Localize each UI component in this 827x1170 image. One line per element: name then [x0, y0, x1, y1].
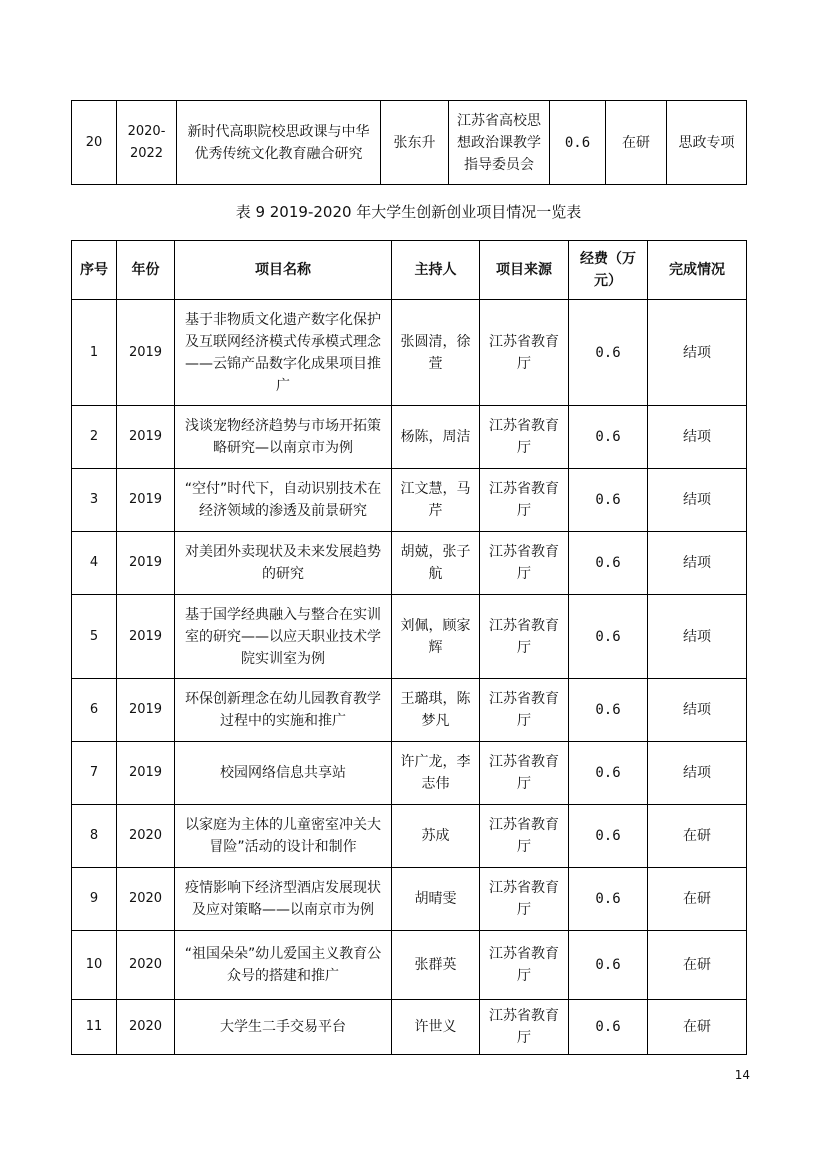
page-number: 14 — [734, 1068, 750, 1082]
table-row — [72, 868, 747, 931]
cell-year: 2020 — [117, 931, 175, 1000]
cell-source: 江苏省教育厅 — [480, 742, 569, 805]
cell-status: 在研 — [648, 868, 747, 931]
cell-funding: 0.6 — [569, 805, 648, 868]
table-row — [72, 931, 747, 1000]
cell-year: 2020 — [117, 805, 175, 868]
cell-name: 环保创新理念在幼儿园教育教学过程中的实施和推广 — [175, 679, 392, 742]
cell-status: 在研 — [648, 931, 747, 1000]
cell-funding: 0.6 — [550, 101, 606, 185]
cell-host: 江文慧，马芹 — [392, 469, 480, 532]
cell-funding: 0.6 — [569, 679, 648, 742]
table-row — [72, 406, 747, 469]
cell-funding: 0.6 — [569, 406, 648, 469]
cell-source: 江苏省教育厅 — [480, 406, 569, 469]
cell-status: 结项 — [648, 679, 747, 742]
cell-year: 2019 — [117, 595, 175, 679]
cell-index: 9 — [72, 868, 117, 931]
cell-host: 张群英 — [392, 931, 480, 1000]
cell-host: 许广龙，李志伟 — [392, 742, 480, 805]
cell-index: 3 — [72, 469, 117, 532]
cell-name: 疫情影响下经济型酒店发展现状及应对策略——以南京市为例 — [175, 868, 392, 931]
cell-name: 校园网络信息共享站 — [175, 742, 392, 805]
cell-name: 新时代高职院校思政课与中华优秀传统文化教育融合研究 — [177, 101, 381, 185]
cell-index: 11 — [72, 1000, 117, 1055]
cell-host: 许世义 — [392, 1000, 480, 1055]
cell-name: 以家庭为主体的儿童密室冲关大冒险”活动的设计和制作 — [175, 805, 392, 868]
cell-status: 在研 — [648, 805, 747, 868]
cell-status: 在研 — [606, 101, 667, 185]
cell-year: 2019 — [117, 406, 175, 469]
cell-source: 江苏省教育厅 — [480, 805, 569, 868]
table-row — [72, 595, 747, 679]
cell-name: 对美团外卖现状及未来发展趋势的研究 — [175, 532, 392, 595]
cell-index: 6 — [72, 679, 117, 742]
cell-host: 张东升 — [381, 101, 449, 185]
cell-year: 2020-2022 — [117, 101, 177, 185]
cell-year: 2019 — [117, 532, 175, 595]
projects-table — [71, 240, 747, 1055]
cell-index: 8 — [72, 805, 117, 868]
table-caption: 表 9 2019-2020 年大学生创新创业项目情况一览表 — [235, 203, 582, 221]
table-row — [72, 679, 747, 742]
cell-index: 1 — [72, 300, 117, 406]
cell-name: 基于国学经典融入与整合在实训室的研究——以应天职业技术学院实训室为例 — [175, 595, 392, 679]
cell-name: 浅谈宠物经济趋势与市场开拓策略研究—以南京市为例 — [175, 406, 392, 469]
cell-host: 胡兢，张子航 — [392, 532, 480, 595]
cell-source: 江苏省教育厅 — [480, 595, 569, 679]
cell-source: 江苏省教育厅 — [480, 300, 569, 406]
header-source: 项目来源 — [480, 241, 569, 300]
header-row — [72, 241, 747, 300]
cell-status: 结项 — [648, 595, 747, 679]
table-row — [72, 532, 747, 595]
cell-source: 江苏省教育厅 — [480, 469, 569, 532]
header-year: 年份 — [117, 241, 175, 300]
cell-host: 胡晴雯 — [392, 868, 480, 931]
cell-host: 杨陈，周洁 — [392, 406, 480, 469]
cell-year: 2020 — [117, 1000, 175, 1055]
table-row — [72, 742, 747, 805]
cell-funding: 0.6 — [569, 595, 648, 679]
cell-funding: 0.6 — [569, 868, 648, 931]
cell-index: 4 — [72, 532, 117, 595]
table-row — [72, 300, 747, 406]
cell-name: 大学生二手交易平台 — [175, 1000, 392, 1055]
cell-year: 2019 — [117, 469, 175, 532]
cell-funding: 0.6 — [569, 742, 648, 805]
cell-year: 2019 — [117, 742, 175, 805]
cell-index: 10 — [72, 931, 117, 1000]
header-status: 完成情况 — [648, 241, 747, 300]
cell-host: 苏成 — [392, 805, 480, 868]
cell-funding: 0.6 — [569, 532, 648, 595]
continued-table — [71, 100, 747, 185]
cell-source: 江苏省教育厅 — [480, 868, 569, 931]
cell-year: 2019 — [117, 300, 175, 406]
cell-status: 结项 — [648, 532, 747, 595]
cell-funding: 0.6 — [569, 931, 648, 1000]
header-index: 序号 — [72, 241, 117, 300]
table-row — [72, 101, 747, 185]
cell-funding: 0.6 — [569, 300, 648, 406]
cell-status: 结项 — [648, 742, 747, 805]
cell-host: 刘佩，顾家辉 — [392, 595, 480, 679]
cell-year: 2019 — [117, 679, 175, 742]
cell-name: 基于非物质文化遗产数字化保护及互联网经济模式传承模式理念——云锦产品数字化成果项目推广 — [175, 300, 392, 406]
header-host: 主持人 — [392, 241, 480, 300]
cell-status: 在研 — [648, 1000, 747, 1055]
cell-name: “祖国朵朵”幼儿爱国主义教育公众号的搭建和推广 — [175, 931, 392, 1000]
cell-source: 江苏省教育厅 — [480, 931, 569, 1000]
cell-host: 张圆清，徐萱 — [392, 300, 480, 406]
table-row — [72, 805, 747, 868]
cell-status: 结项 — [648, 406, 747, 469]
cell-category: 思政专项 — [667, 101, 747, 185]
cell-host: 王璐琪，陈梦凡 — [392, 679, 480, 742]
table-row — [72, 469, 747, 532]
cell-index: 20 — [72, 101, 117, 185]
cell-year: 2020 — [117, 868, 175, 931]
cell-source: 江苏省教育厅 — [480, 1000, 569, 1055]
cell-source: 江苏省高校思想政治课教学指导委员会 — [449, 101, 550, 185]
cell-name: “空付”时代下，自动识别技术在经济领域的渗透及前景研究 — [175, 469, 392, 532]
table-row — [72, 1000, 747, 1055]
header-name: 项目名称 — [175, 241, 392, 300]
cell-funding: 0.6 — [569, 1000, 648, 1055]
cell-status: 结项 — [648, 300, 747, 406]
cell-funding: 0.6 — [569, 469, 648, 532]
cell-source: 江苏省教育厅 — [480, 679, 569, 742]
cell-source: 江苏省教育厅 — [480, 532, 569, 595]
cell-status: 结项 — [648, 469, 747, 532]
header-funding: 经费（万元） — [569, 241, 648, 300]
cell-index: 2 — [72, 406, 117, 469]
cell-index: 5 — [72, 595, 117, 679]
cell-index: 7 — [72, 742, 117, 805]
